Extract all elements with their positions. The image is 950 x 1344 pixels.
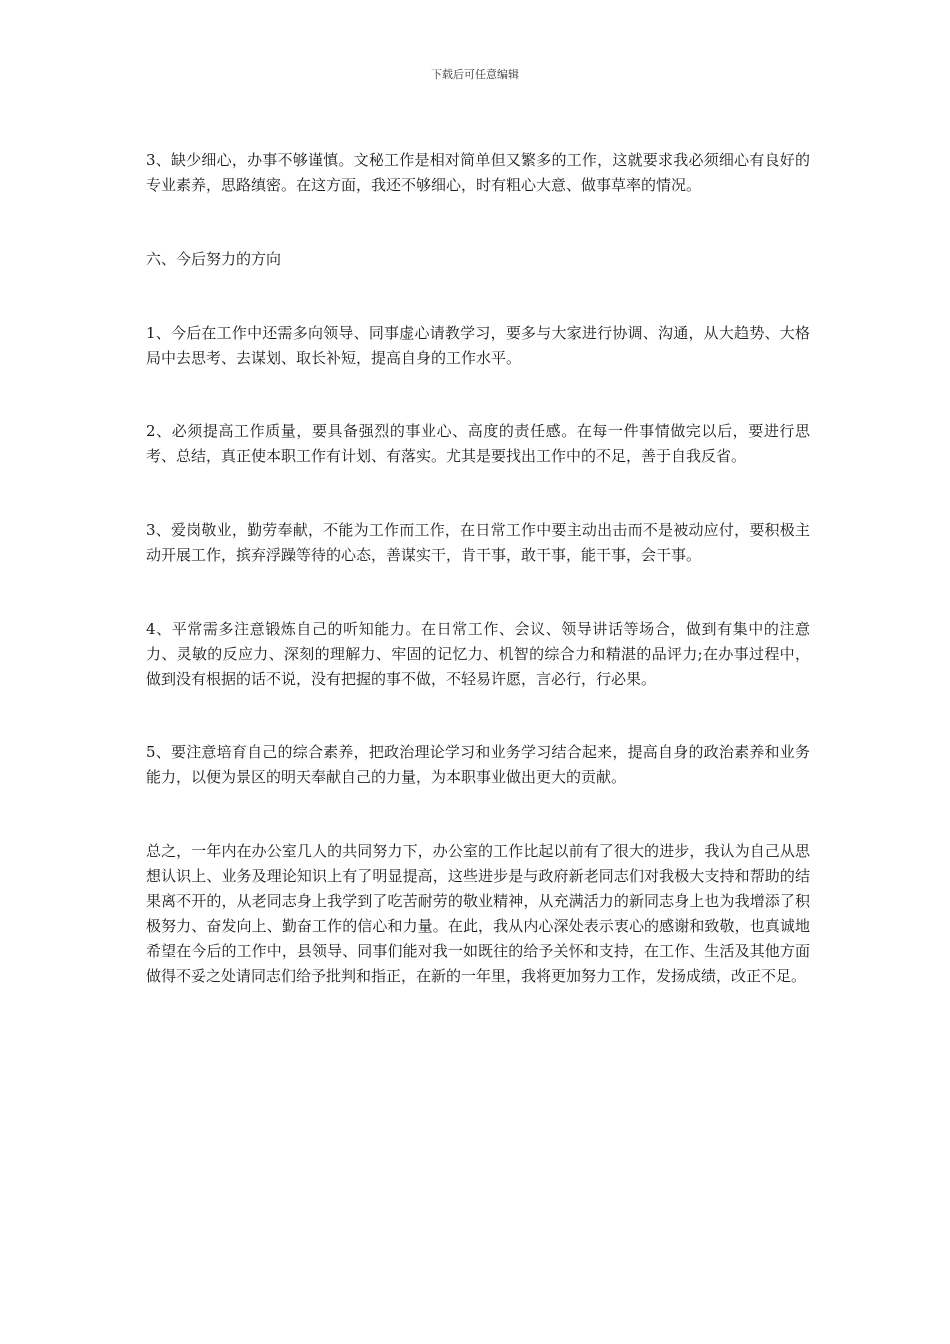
paragraph-direction-1: 1、今后在工作中还需多向领导、同事虚心请教学习，要多与大家进行协调、沟通，从大趋势、大格局中去思考、去谋划、取长补短，提高自身的工作水平。: [146, 324, 810, 367]
paragraph-direction-5: 5、要注意培育自己的综合素养，把政治理论学习和业务学习结合起来，提高自身的政治素养和业务能力，以便为景区的明天奉献自己的力量，为本职事业做出更大的贡献。: [146, 743, 810, 786]
paragraph-direction-3: 3、爱岗敬业，勤劳奉献，不能为工作而工作，在日常工作中要主动出击而不是被动应付，要积极主动开展工作，摈弃浮躁等待的心态，善谋实干，肯干事，敢干事，能干事，会干事。: [146, 521, 810, 564]
paragraph-summary: 总之，一年内在办公室几人的共同努力下，办公室的工作比起以前有了很大的进步，我认为自己从思想认识上、业务及理论知识上有了明显提高，这些进步是与政府新老同志们对我极大支持和帮助的结果离不开的，从老同志身上我学到了吃苦耐劳的敬业精神，从充满活力的新同志身上也为我增添了积极努力、奋发向上、勤奋工作的信心和力量。在此，我从内心深处表示衷心的感谢和致敬，也真诚地希望在今后的工作中，县领导、同事们能对我一如既往的给予关怀和支持，在工作、生活及其他方面做得不妥之处请同志们给予批判和指正，在新的一年里，我将更加努力工作，发扬成绩，改正不足。: [146, 842, 810, 985]
section-heading: 六、今后努力的方向: [146, 250, 282, 268]
page-header-note: 下载后可任意编辑: [431, 68, 519, 81]
paragraph-direction-4: 4、平常需多注意锻炼自己的听知能力。在日常工作、会议、领导讲话等场合，做到有集中的注意力、灵敏的反应力、深刻的理解力、牢固的记忆力、机智的综合力和精湛的品评力;在办事过程中，做到没有根据的话不说，没有把握的事不做，不轻易许愿，言必行，行必果。: [146, 620, 810, 688]
paragraph-shortcoming-3: 3、缺少细心，办事不够谨慎。文秘工作是相对简单但又繁多的工作，这就要求我必须细心有良好的专业素养，思路缜密。在这方面，我还不够细心，时有粗心大意、做事草率的情况。: [146, 151, 810, 194]
paragraph-direction-2: 2、必须提高工作质量，要具备强烈的事业心、高度的责任感。在每一件事情做完以后，要进行思考、总结，真正使本职工作有计划、有落实。尤其是要找出工作中的不足，善于自我反省。: [146, 422, 810, 465]
document-body: [146, 148, 810, 989]
